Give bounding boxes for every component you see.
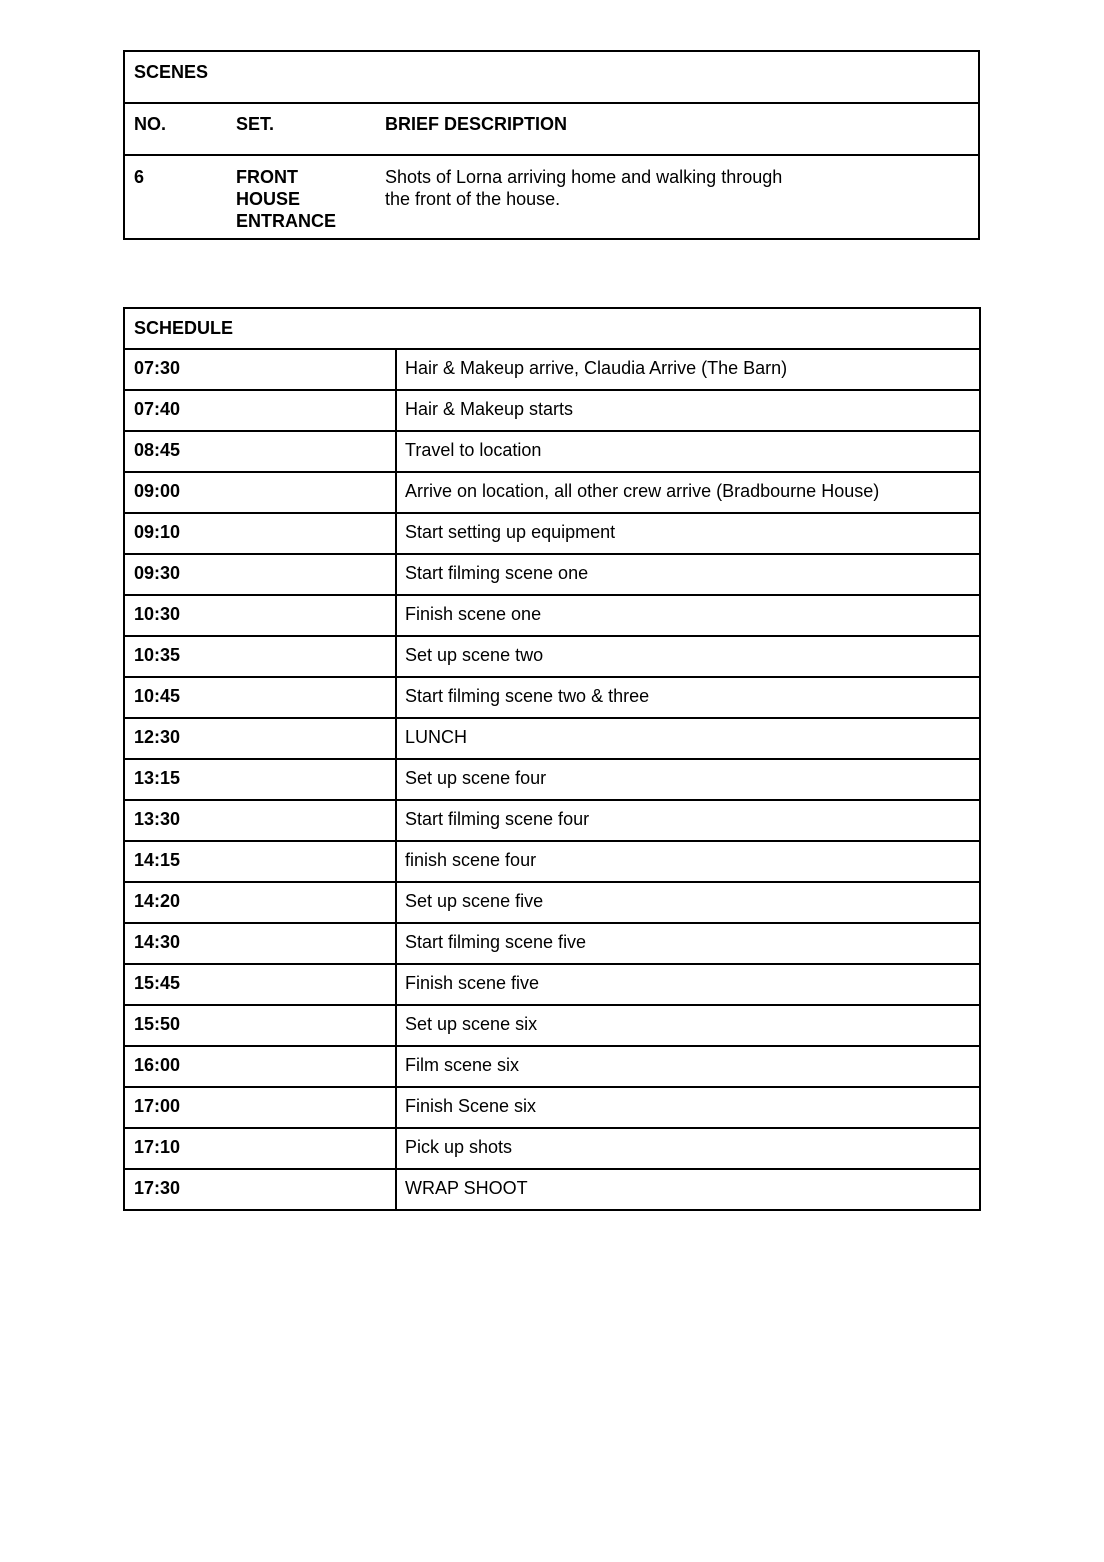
schedule-activity: Set up scene four xyxy=(405,768,547,788)
schedule-activity: Hair & Makeup arrive, Claudia Arrive (The Barn) xyxy=(405,358,788,378)
schedule-activity: finish scene four xyxy=(405,850,537,870)
schedule-time: 14:30 xyxy=(125,924,397,963)
schedule-row xyxy=(125,596,979,637)
scene-set-line: HOUSE xyxy=(236,189,301,209)
schedule-time: 10:45 xyxy=(125,678,397,717)
schedule-activity: Start filming scene two & three xyxy=(405,686,650,706)
schedule-time: 17:30 xyxy=(125,1170,397,1209)
schedule-time: 12:30 xyxy=(125,719,397,758)
schedule-activity: Film scene six xyxy=(405,1055,520,1075)
schedule-row xyxy=(125,924,979,965)
schedule-row xyxy=(125,719,979,760)
schedule-activity: Pick up shots xyxy=(405,1137,513,1157)
schedule-activity: Set up scene six xyxy=(405,1014,538,1034)
header-no: NO. xyxy=(134,114,167,134)
scene-description xyxy=(385,166,815,238)
schedule-time: 09:00 xyxy=(125,473,397,512)
schedule-activity: Start setting up equipment xyxy=(405,522,616,542)
schedule-row xyxy=(125,1006,979,1047)
schedule-activity: LUNCH xyxy=(405,727,468,747)
schedule-activity: Finish scene five xyxy=(405,973,540,993)
schedule-row xyxy=(125,514,979,555)
scene-set-line: ENTRANCE xyxy=(236,211,337,231)
schedule-time: 15:50 xyxy=(125,1006,397,1045)
schedule-row xyxy=(125,1088,979,1129)
schedule-activity: Arrive on location, all other crew arrive (Bradbourne House) xyxy=(405,481,880,501)
schedule-table xyxy=(123,307,981,1211)
schedule-time: 15:45 xyxy=(125,965,397,1004)
schedule-activity: Finish Scene six xyxy=(405,1096,537,1116)
schedule-activity: WRAP SHOOT xyxy=(405,1178,528,1198)
schedule-row xyxy=(125,391,979,432)
schedule-activity: Start filming scene five xyxy=(405,932,587,952)
schedule-row xyxy=(125,760,979,801)
schedule-row xyxy=(125,678,979,719)
schedule-row xyxy=(125,801,979,842)
schedule-time: 13:15 xyxy=(125,760,397,799)
schedule-activity: Start filming scene four xyxy=(405,809,590,829)
schedule-rows xyxy=(125,350,979,1209)
schedule-time: 09:10 xyxy=(125,514,397,553)
schedule-time: 14:15 xyxy=(125,842,397,881)
schedule-time: 13:30 xyxy=(125,801,397,840)
scenes-header-row xyxy=(125,104,978,156)
schedule-activity: Hair & Makeup starts xyxy=(405,399,574,419)
schedule-row xyxy=(125,555,979,596)
schedule-row xyxy=(125,473,979,514)
schedule-row xyxy=(125,1047,979,1088)
schedule-time: 17:10 xyxy=(125,1129,397,1168)
schedule-activity: Start filming scene one xyxy=(405,563,589,583)
schedule-time: 16:00 xyxy=(125,1047,397,1086)
header-description: BRIEF DESCRIPTION xyxy=(385,114,568,134)
schedule-row xyxy=(125,637,979,678)
scene-set-line: FRONT xyxy=(236,167,298,187)
schedule-time: 14:20 xyxy=(125,883,397,922)
schedule-time: 07:40 xyxy=(125,391,397,430)
schedule-row xyxy=(125,1129,979,1170)
schedule-row xyxy=(125,1170,979,1209)
header-set: SET. xyxy=(236,114,275,134)
scenes-title: SCENES xyxy=(125,52,978,104)
schedule-time: 07:30 xyxy=(125,350,397,389)
scene-number: 6 xyxy=(134,167,145,187)
scenes-table xyxy=(123,50,980,240)
schedule-time: 10:30 xyxy=(125,596,397,635)
schedule-activity: Travel to location xyxy=(405,440,542,460)
schedule-row xyxy=(125,883,979,924)
scene-description-line: the front of the house. xyxy=(385,189,561,209)
schedule-activity: Set up scene five xyxy=(405,891,544,911)
schedule-time: 09:30 xyxy=(125,555,397,594)
scene-description-line: Shots of Lorna arriving home and walking through xyxy=(385,167,783,187)
schedule-time: 08:45 xyxy=(125,432,397,471)
schedule-row xyxy=(125,350,979,391)
schedule-activity: Set up scene two xyxy=(405,645,544,665)
schedule-activity: Finish scene one xyxy=(405,604,542,624)
schedule-row xyxy=(125,432,979,473)
schedule-row xyxy=(125,965,979,1006)
schedule-time: 17:00 xyxy=(125,1088,397,1127)
schedule-title: SCHEDULE xyxy=(125,309,979,350)
schedule-time: 10:35 xyxy=(125,637,397,676)
schedule-row xyxy=(125,842,979,883)
scene-set xyxy=(236,166,385,238)
scene-row xyxy=(125,156,978,238)
